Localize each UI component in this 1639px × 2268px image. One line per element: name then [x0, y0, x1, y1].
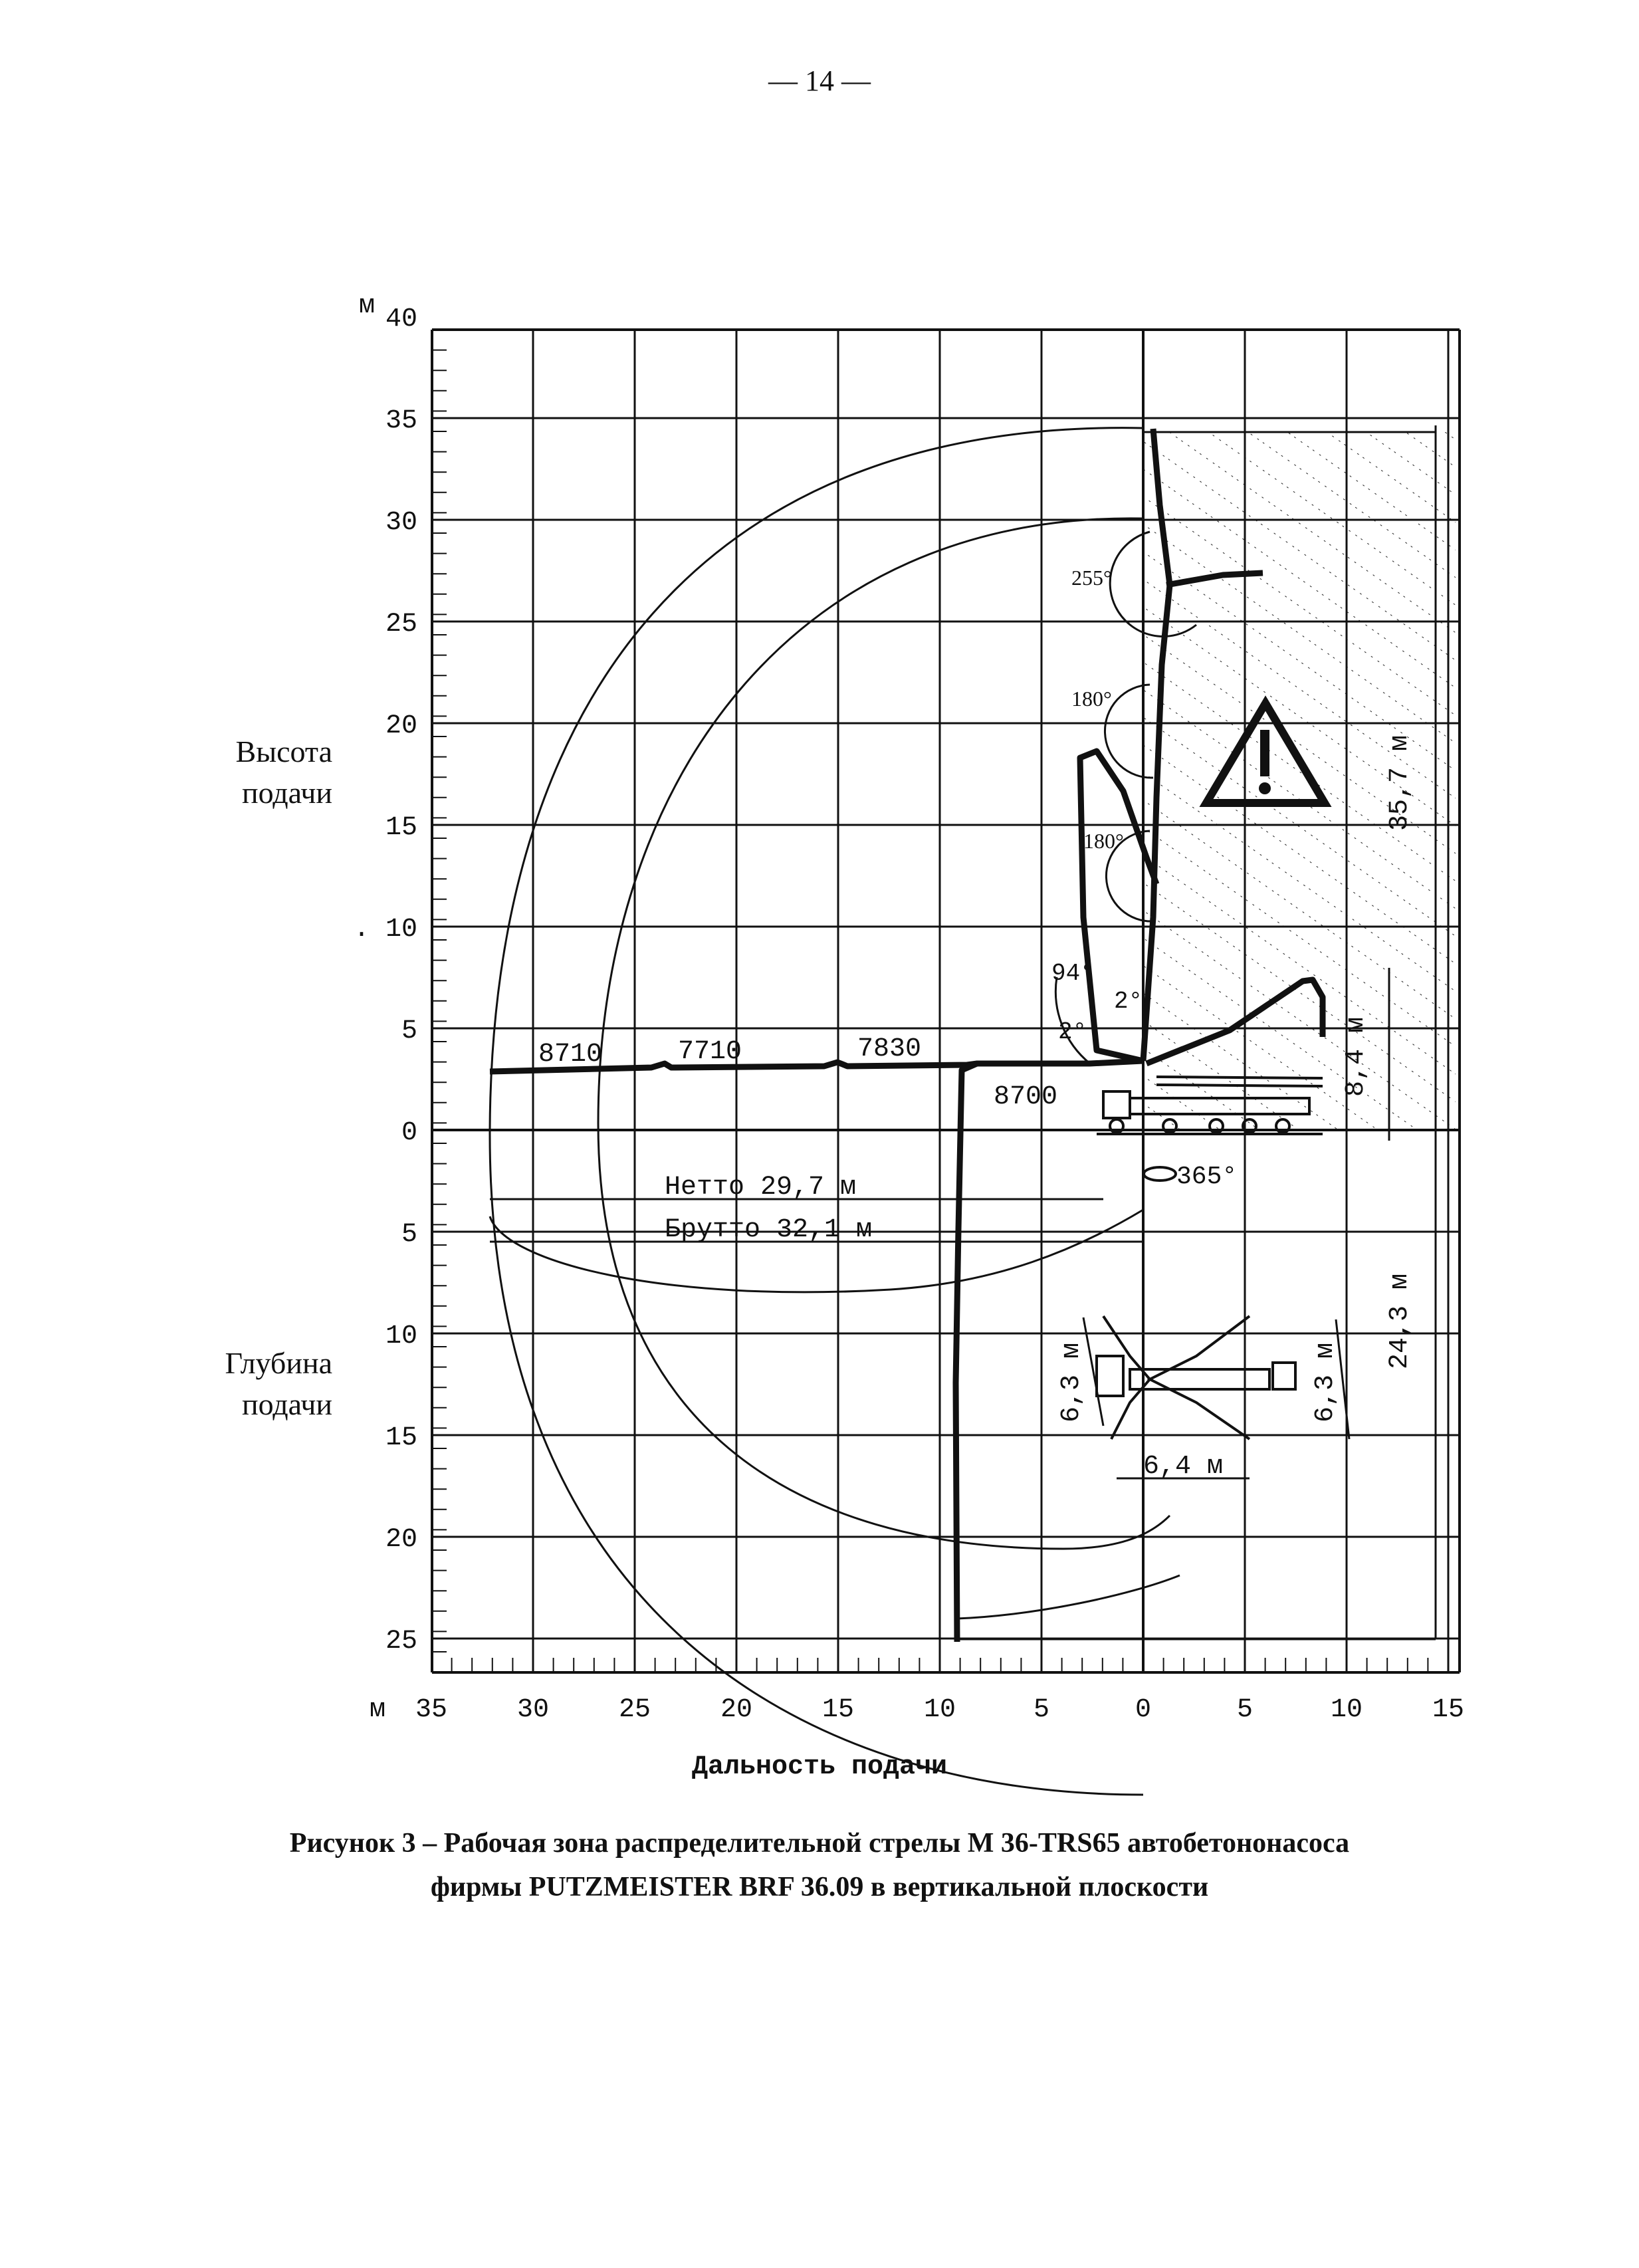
depth-label-line2: подачи	[241, 1387, 332, 1421]
caption-line-1: Рисунок 3 – Рабочая зона распределительной стрелы М 36-TRS65 автобетононасоса	[289, 1828, 1350, 1859]
boom-section-4: 8700	[994, 1082, 1058, 1112]
angle-94: 94°	[1051, 960, 1095, 987]
x-unit-label: м	[370, 1695, 386, 1725]
height-label-line2: подачи	[241, 776, 332, 810]
boom-down-section	[956, 1064, 977, 1642]
y-tick-label-height: 5	[401, 1016, 417, 1046]
page-number: — 14 —	[768, 64, 871, 97]
y-unit-label: м	[359, 291, 376, 321]
height-label-line1: Высота	[235, 735, 332, 768]
y-tick-label-height: 30	[385, 508, 417, 538]
angle-2-lower: 2°	[1058, 1018, 1087, 1046]
y-tick-label-height: 20	[385, 711, 417, 741]
caption-line-2: фирмы PUTZMEISTER BRF 36.09 в вертикальной плоскости	[430, 1872, 1209, 1902]
y-tick-label-height: 0	[401, 1118, 417, 1148]
height-8-4-dimension: 8,4 м	[1341, 1016, 1371, 1097]
y-tick-label-depth: 20	[385, 1525, 417, 1555]
boom-section-2: 7710	[678, 1037, 742, 1067]
y-tick-label-depth: 5	[401, 1220, 417, 1250]
x-tick-label: 15	[821, 1695, 855, 1725]
y-tick-label-depth: 15	[385, 1423, 417, 1453]
angle-180-a: 180°	[1071, 687, 1112, 711]
y-tick-label-height: 40	[385, 304, 417, 334]
height-axis-label	[199, 731, 332, 814]
x-tick-label: 5	[1033, 1695, 1050, 1725]
y-tick-label-height: 25	[385, 610, 417, 639]
outrigger-plan-icon	[1097, 1316, 1295, 1439]
rotation-icon	[1144, 1167, 1176, 1181]
figure-caption	[0, 1821, 1639, 1909]
angle-180-b: 180°	[1083, 829, 1124, 853]
depth-label-line1: Глубина	[225, 1346, 332, 1380]
angle-2-upper: 2°	[1114, 988, 1143, 1015]
max-height-dimension: 35,7 м	[1385, 735, 1415, 831]
angle-255: 255°	[1071, 566, 1112, 590]
y-tick-label-height: 15	[385, 813, 417, 843]
outrigger-left-dimension: 6,3 м	[1057, 1342, 1087, 1422]
x-tick-label: 15	[1432, 1695, 1465, 1725]
x-tick-label: 5	[1236, 1695, 1254, 1725]
lower-arc	[957, 1575, 1180, 1619]
x-tick-label: 10	[923, 1695, 956, 1725]
outrigger-right-dimension: 6,3 м	[1311, 1342, 1341, 1422]
y-tick-label-depth: 25	[385, 1627, 417, 1656]
x-tick-label: 0	[1135, 1695, 1152, 1725]
brutto-dimension: Брутто 32,1 м	[665, 1215, 873, 1245]
depth-axis-label	[199, 1343, 332, 1425]
y-tick-label-height: . 10	[353, 915, 417, 945]
x-tick-label: 35	[415, 1695, 448, 1725]
boom-section-1: 8710	[538, 1040, 603, 1070]
depth-24-3-dimension: 24,3 м	[1385, 1273, 1415, 1369]
x-axis-title: Дальность подачи	[691, 1752, 948, 1782]
reach-arcs	[490, 428, 1180, 1795]
outrigger-width-dimension: 6,4 м	[1143, 1452, 1224, 1482]
x-tick-label: 30	[516, 1695, 550, 1725]
x-tick-label: 25	[618, 1695, 651, 1725]
x-tick-label: 10	[1330, 1695, 1363, 1725]
boom-section-3: 7830	[857, 1034, 922, 1064]
rotation-365: 365°	[1176, 1163, 1238, 1191]
y-tick-label-height: 35	[385, 406, 417, 436]
x-tick-label: 20	[720, 1695, 753, 1725]
y-tick-label-depth: 10	[385, 1321, 417, 1351]
netto-dimension: Нетто 29,7 м	[665, 1173, 857, 1202]
